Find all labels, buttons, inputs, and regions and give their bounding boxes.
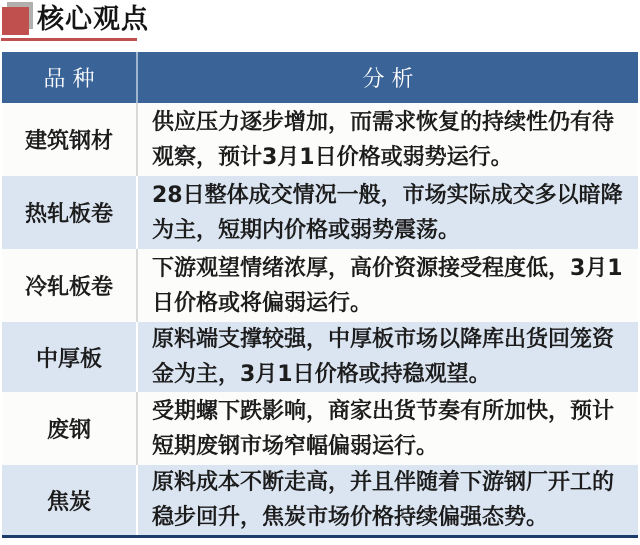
core-views-table (2, 52, 638, 538)
title-bullet-icon (2, 7, 29, 35)
table-row (2, 176, 638, 249)
page-title: 核心观点 (37, 4, 149, 35)
column-header-variety: 品种 (2, 52, 137, 103)
title-underline (1, 38, 137, 41)
analysis-cell: 供应压力逐步增加，而需求恢复的持续性仍有待观察，预计3月1日价格或弱势运行。 (152, 109, 615, 170)
table-row (2, 465, 638, 537)
analysis-cell: 28日整体成交情况一般，市场实际成交多以暗降为主，短期内价格或弱势震荡。 (152, 182, 623, 243)
analysis-cell: 下游观望情绪浓厚，高价资源接受程度低，3月1日价格或将偏弱运行。 (152, 255, 623, 316)
table-header (2, 52, 638, 103)
table-row (2, 392, 638, 465)
table-row (2, 103, 638, 176)
table-row (2, 322, 638, 392)
analysis-cell: 受期螺下跌影响，商家出货节奏有所加快，预计短期废钢市场窄幅偏弱运行。 (152, 398, 615, 459)
variety-cell: 冷轧板卷 (2, 249, 137, 322)
header-row (2, 52, 638, 103)
table-row (2, 249, 638, 322)
variety-cell: 建筑钢材 (2, 103, 137, 176)
variety-cell: 中厚板 (2, 322, 137, 392)
variety-cell: 焦炭 (2, 465, 137, 537)
analysis-cell: 原料端支撑较强，中厚板市场以降库出货回笼资金为主，3月1日价格或持稳观望。 (152, 327, 615, 387)
analysis-cell: 原料成本不断走高，并且伴随着下游钢厂开工的稳步回升，焦炭市场价格持续偏强态势。 (152, 470, 615, 530)
column-header-analysis: 分析 (137, 52, 638, 103)
page-header (0, 0, 640, 52)
variety-cell: 废钢 (2, 392, 137, 465)
table-body (2, 103, 638, 537)
variety-cell: 热轧板卷 (2, 176, 137, 249)
